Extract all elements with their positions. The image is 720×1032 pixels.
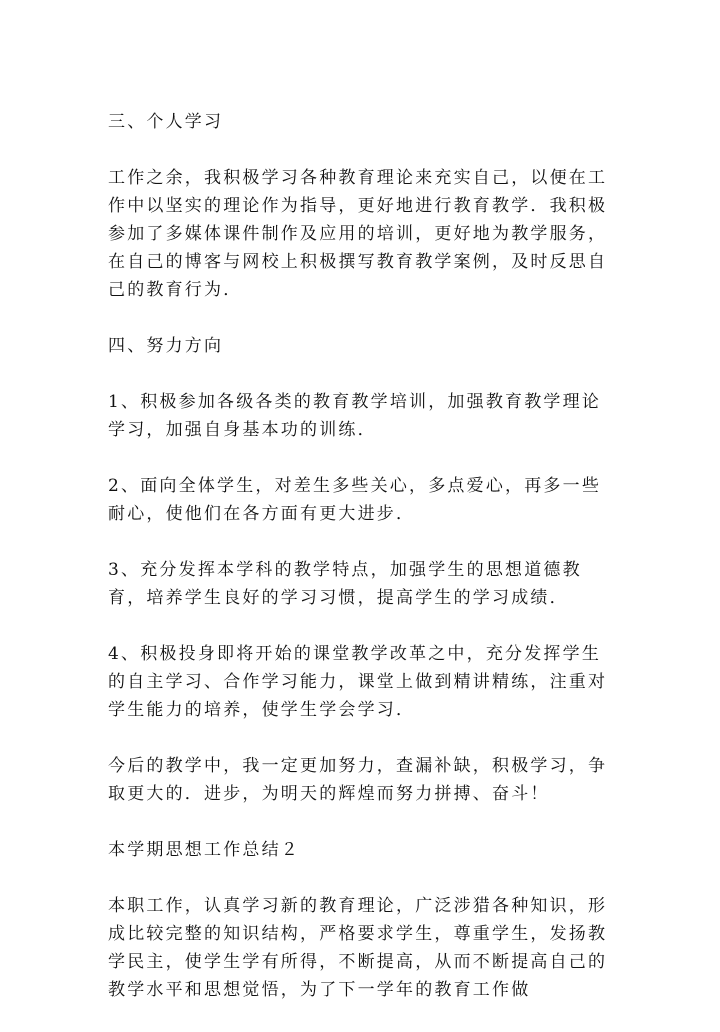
list-item-1: 1、积极参加各级各类的教育教学培训，加强教育教学理论学习，加强自身基本功的训练． [108, 392, 602, 440]
paragraph-future-teaching: 今后的教学中，我一定更加努力，查漏补缺，积极学习，争取更大的．进步，为明天的辉煌而努力拼搏、奋斗！ [108, 756, 608, 804]
document-body [108, 108, 608, 1032]
list-item-4: 4、积极投身即将开始的课堂教学改革之中，充分发挥学生的自主学习、合作学习能力，课堂上做到精讲精练，注重对学生能力的培养，使学生学会学习． [108, 644, 608, 720]
list-item-3: 3、充分发挥本学科的教学特点，加强学生的思想道德教育，培养学生良好的学习习惯，提高学生的学习成绩． [108, 560, 582, 608]
paragraph-job-work: 本职工作，认真学习新的教育理论，广泛涉猎各种知识，形成比较完整的知识结构，严格要求学生，尊重学生，发扬教学民主，使学生学有所得，不断提高，从而不断提高自己的教学水平和思想觉悟，为了下一学年的教育工作做 [108, 896, 608, 1000]
paragraph-personal-study: 工作之余，我积极学习各种教育理论来充实自己，以便在工作中以坚实的理论作为指导，更好地进行教育教学．我积极参加了多媒体课件制作及应用的培训，更好地为教学服务，在自己的博客与网校上积极撰写教育教学案例，及时反思自己的教育行为． [108, 168, 608, 300]
document-subtitle: 本学期思想工作总结２ [108, 840, 300, 860]
list-item-2: 2、面向全体学生，对差生多些关心，多点爱心，再多一些耐心，使他们在各方面有更大进步． [108, 476, 602, 524]
section-heading-personal-study: 三、个人学习 [108, 112, 224, 132]
section-heading-effort-direction: 四、努力方向 [108, 336, 224, 356]
